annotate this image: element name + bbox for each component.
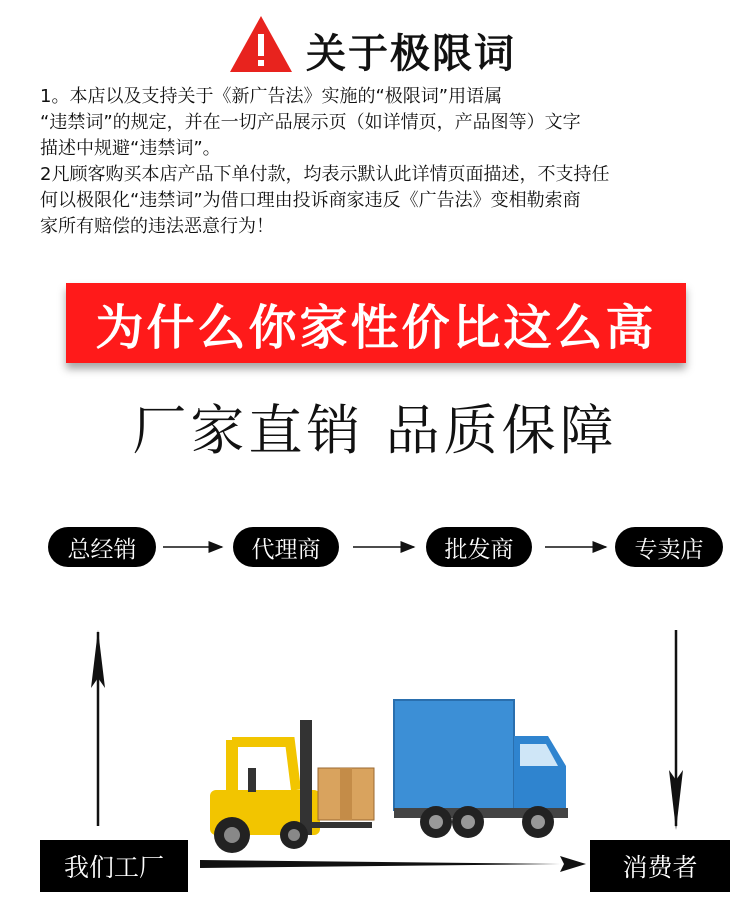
chain-step-general-distributor: 总经销 xyxy=(48,527,156,567)
arrow-bottom xyxy=(200,860,560,868)
banner-text: 为什么你家性价比这么高 xyxy=(95,299,657,356)
chain-step-wholesaler: 批发商 xyxy=(426,527,532,567)
header-title: 关于极限词 xyxy=(306,31,516,77)
chain-step-store: 专卖店 xyxy=(615,527,723,567)
notice-line: 家所有赔偿的违法恶意行为！ xyxy=(40,216,274,237)
delivery-truck-icon xyxy=(394,700,568,838)
subtitle: 厂家直销 品质保障 xyxy=(132,399,618,462)
notice-line: 何以极限化“违禁词”为借口理由投诉商家违反《广告法》变相勒索商 xyxy=(40,190,581,211)
cardboard-box-icon xyxy=(318,768,374,820)
notice-line: 描述中规避“违禁词”。 xyxy=(40,138,221,159)
notice-line: 2凡顾客购买本店产品下单付款，均表示默认此详情页面描述，不支持任 xyxy=(40,164,610,185)
notice-line: “违禁词”的规定，并在一切产品展示页（如详情页，产品图等）文字 xyxy=(40,112,581,133)
chain-step-agent: 代理商 xyxy=(233,527,339,567)
consumer-box: 消费者 xyxy=(590,840,730,892)
arrow-bottom-head xyxy=(560,856,586,872)
factory-box: 我们工厂 xyxy=(40,840,188,892)
notice-line: 1。本店以及支持关于《新广告法》实施的“极限词”用语属 xyxy=(40,86,503,107)
